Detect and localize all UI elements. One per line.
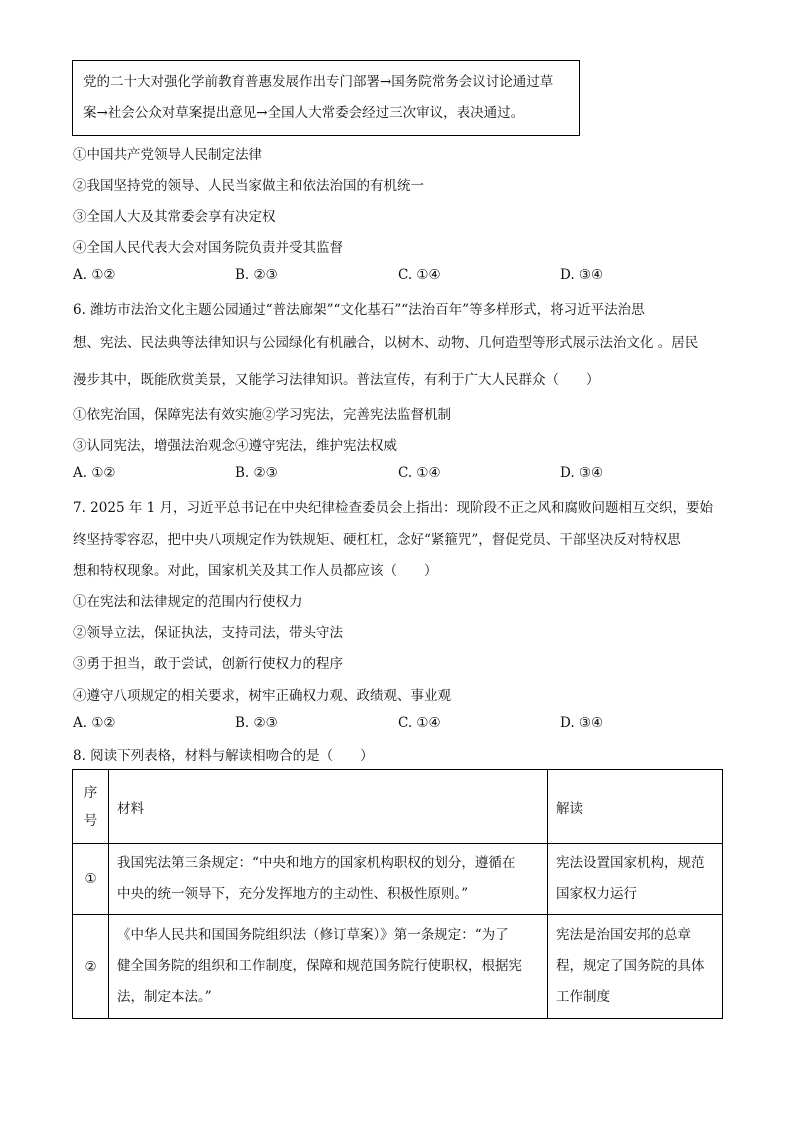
q5-statement-1: ①中国共产党领导人民制定法律 [73, 147, 262, 163]
row-2-seq: ② [73, 915, 109, 1019]
row-1-material [109, 844, 548, 915]
q6-option-c[interactable]: C. ①④ [398, 465, 441, 481]
q6-statement-1: ①依宪治国，保障宪法有效实施②学习宪法，完善宪法监督机制 [73, 407, 451, 423]
q7-option-b[interactable]: B. ②③ [235, 715, 278, 731]
q6-options [73, 465, 733, 485]
table-row [73, 844, 723, 915]
row-2-material-line-1: 《中华人民共和国国务院组织法（修订草案）》第一条规定：“为了 [117, 927, 509, 943]
q7-stem-line-2: 终坚持零容忍，把中央八项规定作为铁规矩、硬杠杠，念好“紧箍咒”，督促党员、干部坚决反对特权思 [73, 532, 681, 548]
q6-stem [73, 298, 723, 400]
material-box [72, 60, 580, 136]
row-1-interpretation [548, 844, 723, 915]
row-2-interpretation [548, 915, 723, 1019]
row-2-interpretation-line-1: 宪法是治国安邦的总章 [556, 927, 691, 943]
q6-stem-line-3: 漫步其中，既能欣赏美景，又能学习法律知识。普法宣传，有利于广大人民群众（ ） [73, 372, 600, 388]
header-seq-line-2: 号 [83, 812, 98, 829]
row-2-material [109, 915, 548, 1019]
q7-option-a[interactable]: A. ①② [73, 715, 116, 731]
q7-statement-3: ③勇于担当，敢于尝试，创新行使权力的程序 [73, 656, 343, 672]
q7-stem-line-3: 想和特权现象。对此，国家机关及其工作人员都应该（ ） [73, 563, 438, 579]
q7-statement-4: ④遵守八项规定的相关要求，树牢正确权力观、政绩观、事业观 [73, 688, 451, 704]
row-1-interpretation-line-1: 宪法设置国家机构，规范 [556, 855, 705, 871]
q7-stem-line-1: 7. 2025 年 1 月，习近平总书记在中央纪律检查委员会上指出：现阶段不正之风和腐败问题相互交织，要始 [73, 500, 713, 516]
material-box-line-2: 案→社会公众对草案提出意见→全国人大常委会经过三次审议，表决通过。 [83, 105, 525, 121]
header-material: 材料 [109, 770, 548, 844]
q7-option-c[interactable]: C. ①④ [398, 715, 441, 731]
header-seq [73, 770, 109, 844]
q5-statement-2: ②我国坚持党的领导、人民当家做主和依法治国的有机统一 [73, 178, 424, 194]
material-box-line-1: 党的二十大对强化学前教育普惠发展作出专门部署→国务院常务会议讨论通过草 [83, 74, 554, 90]
q6-option-d[interactable]: D. ③④ [560, 465, 604, 481]
q7-stem [73, 496, 723, 590]
q6-option-a[interactable]: A. ①② [73, 465, 116, 481]
q5-statement-4: ④全国人民代表大会对国务院负责并受其监督 [73, 240, 343, 256]
q6-option-b[interactable]: B. ②③ [235, 465, 278, 481]
q7-options [73, 715, 733, 735]
table-row [73, 915, 723, 1019]
header-interpretation: 解读 [548, 770, 723, 844]
q5-statement-3: ③全国人大及其常委会享有决定权 [73, 209, 276, 225]
q8-stem: 8. 阅读下列表格，材料与解读相吻合的是（ ） [73, 748, 374, 764]
q6-stem-line-2: 想、宪法、民法典等法律知识与公园绿化有机融合，以树木、动物、几何造型等形式展示法治文化 。居民 [73, 335, 699, 351]
q5-option-a[interactable]: A. ①② [73, 267, 116, 283]
row-2-material-line-2: 健全国务院的组织和工作制度，保障和规范国务院行使职权，根据宪 [117, 958, 522, 974]
q5-option-b[interactable]: B. ②③ [235, 267, 278, 283]
q8-table [72, 769, 723, 1019]
q7-statement-1: ①在宪法和法律规定的范围内行使权力 [73, 594, 303, 610]
row-1-seq: ① [73, 844, 109, 915]
q7-option-d[interactable]: D. ③④ [560, 715, 604, 731]
header-seq-line-1: 序 [83, 784, 98, 801]
q5-option-d[interactable]: D. ③④ [560, 267, 604, 283]
q7-statement-2: ②领导立法，保证执法，支持司法，带头守法 [73, 625, 343, 641]
row-2-interpretation-line-3: 工作制度 [556, 989, 610, 1005]
row-1-material-line-2: 中央的统一领导下，充分发挥地方的主动性、积极性原则。” [117, 886, 469, 902]
q5-option-c[interactable]: C. ①④ [398, 267, 441, 283]
row-1-material-line-1: 我国宪法第三条规定：“中央和地方的国家机构职权的划分，遵循在 [117, 855, 516, 871]
q6-stem-line-1: 6. 潍坊市法治文化主题公园通过“普法廊架”“文化基石”“法治百年”等多样形式，将习近平法治思 [73, 302, 645, 318]
row-2-material-line-3: 法，制定本法。” [117, 989, 212, 1005]
table-header-row [73, 770, 723, 844]
row-1-interpretation-line-2: 国家权力运行 [556, 886, 637, 902]
q6-statement-2: ③认同宪法，增强法治观念④遵守宪法，维护宪法权威 [73, 438, 397, 454]
row-2-interpretation-line-2: 程，规定了国务院的具体 [556, 958, 705, 974]
q5-options [73, 267, 733, 287]
